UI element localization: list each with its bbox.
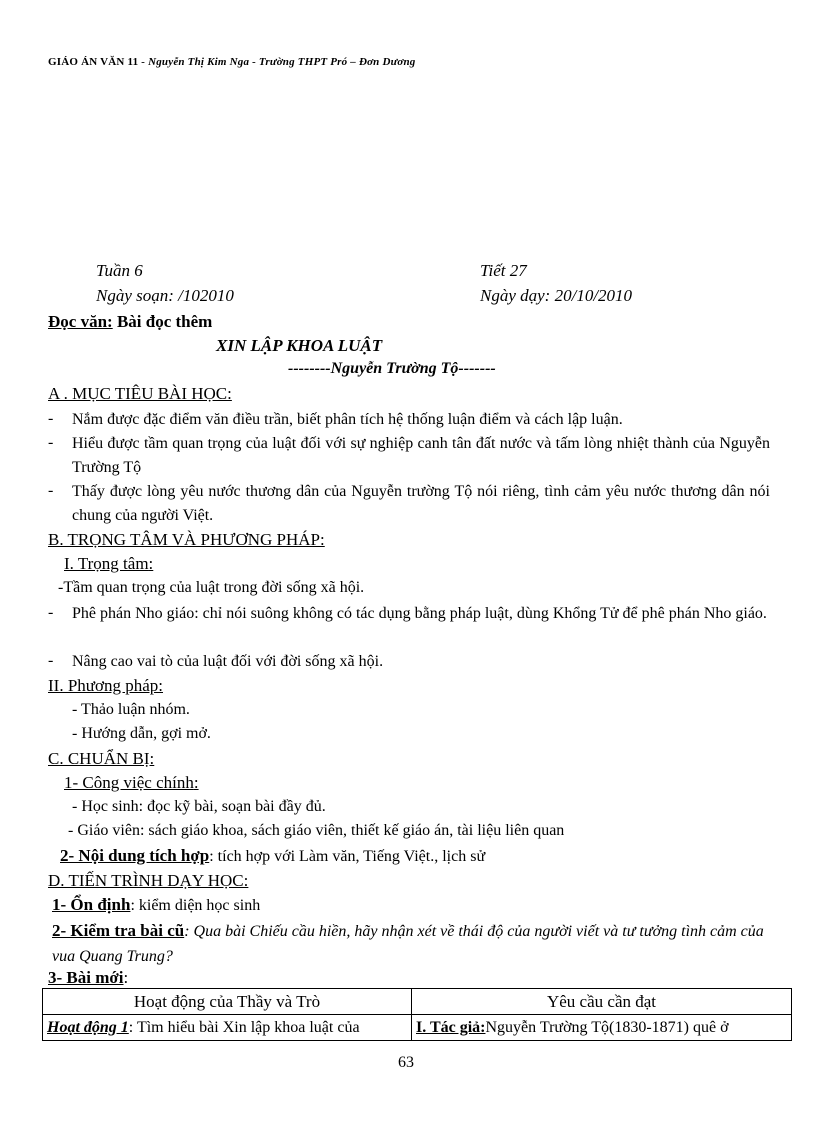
step-3 xyxy=(48,968,128,988)
prep-date: Ngày soạn: /102010 xyxy=(96,286,234,305)
method-item: - Thảo luận nhóm. xyxy=(72,701,190,718)
step-2-text: : Qua bài Chiếu cầu hiền, hãy nhận xét về thái độ của người viết và tư tưởng tình cảm của vua Quang Trung? xyxy=(52,923,764,965)
step-1-label: 1- Ổn định xyxy=(52,895,131,914)
bullet-dash: - xyxy=(48,604,54,621)
focus-heading: I. Trọng tâm: xyxy=(64,554,154,573)
bullet-dash: - xyxy=(48,482,54,499)
bullet-dash: - xyxy=(48,652,54,669)
focus-item: Phê phán Nho giáo: chỉ nói suông không có tác dụng bằng pháp luật, dùng Khổng Tử để phê phán Nho giáo. xyxy=(72,605,767,622)
section-c-heading: C. CHUẨN BỊ: xyxy=(48,749,155,768)
integration-text: : tích hợp với Làm văn, Tiếng Việt., lịch sử xyxy=(209,848,486,865)
table-header-cell: Yêu cầu cần đạt xyxy=(412,989,792,1015)
method-item: - Hướng dẫn, gợi mở. xyxy=(72,725,211,742)
table-header-cell: Hoạt động của Thầy và Trò xyxy=(43,989,412,1015)
reading-text: Bài đọc thêm xyxy=(112,312,213,331)
reading-line xyxy=(48,312,212,332)
section-a-heading: A . MỤC TIÊU BÀI HỌC: xyxy=(48,384,232,403)
integration-label: 2- Nội dung tích hợp xyxy=(60,846,210,865)
step-2 xyxy=(52,919,772,969)
requirement-text: Nguyễn Trường Tộ(1830-1871) quê ở xyxy=(485,1018,729,1036)
requirement-label: I. Tác giả: xyxy=(416,1018,486,1036)
week: Tuần 6 xyxy=(96,261,143,280)
activity-table xyxy=(42,988,792,1041)
section-d-heading: D. TIẾN TRÌNH DẠY HỌC: xyxy=(48,871,249,890)
reading-label: Đọc văn: xyxy=(48,312,113,331)
period: Tiết 27 xyxy=(480,261,527,280)
header-subject: GIÁO ÁN VĂN 11 xyxy=(48,56,139,68)
teach-date: Ngày dạy: 20/10/2010 xyxy=(480,286,633,305)
table-cell xyxy=(43,1015,412,1041)
page-number: 63 xyxy=(398,1054,414,1071)
lesson-byline: --------Nguyễn Trường Tộ------- xyxy=(288,360,496,377)
prep-item: - Học sinh: đọc kỹ bài, soạn bài đầy đủ. xyxy=(72,798,326,815)
header-author-school: - Nguyễn Thị Kim Nga - Trường THPT Pró – Đơn Dương xyxy=(141,56,416,68)
main-work-heading: 1- Công việc chính: xyxy=(64,773,199,792)
step-3-label: 3- Bài mới xyxy=(48,968,124,987)
bullet-dash: - xyxy=(48,410,54,427)
table-cell xyxy=(412,1015,792,1041)
method-heading: II. Phương pháp: xyxy=(48,676,163,695)
table-row xyxy=(43,1015,792,1041)
step-1 xyxy=(52,895,260,915)
page-header xyxy=(48,56,416,68)
objective-item: Thấy được lòng yêu nước thương dân của Nguyễn trường Tộ nói riêng, tình cảm yêu nước thương dân nói chung của người Việt. xyxy=(72,483,770,524)
objective-item: Nắm được đặc điểm văn điều trần, biết phân tích hệ thống luận điểm và cách lập luận. xyxy=(72,411,623,428)
section-b-heading: B. TRỌNG TÂM VÀ PHƯƠNG PHÁP: xyxy=(48,530,325,549)
lesson-title: XIN LẬP KHOA LUẬT xyxy=(216,336,383,355)
objective-item: Hiểu được tầm quan trọng của luật đối với sự nghiệp canh tân đất nước và tấm lòng nhiệt thành của Nguyễn Trường Tộ xyxy=(72,435,770,476)
focus-item: Nâng cao vai tò của luật đối với đời sống xã hội. xyxy=(72,653,384,670)
activity-text: : Tìm hiểu bài Xin lập khoa luật của xyxy=(128,1018,360,1036)
step-1-text: : kiểm diện học sinh xyxy=(130,897,261,914)
table-header-row xyxy=(43,989,792,1015)
focus-item: -Tầm quan trọng của luật trong đời sống xã hội. xyxy=(58,579,365,596)
bullet-dash: - xyxy=(48,434,54,451)
prep-item: - Giáo viên: sách giáo khoa, sách giáo viên, thiết kế giáo án, tài liệu liên quan xyxy=(68,822,565,839)
step-2-label: 2- Kiểm tra bài cũ xyxy=(52,921,185,940)
integration-line xyxy=(60,846,485,866)
step-3-text: : xyxy=(123,968,129,987)
activity-label: Hoạt động 1 xyxy=(47,1018,129,1036)
